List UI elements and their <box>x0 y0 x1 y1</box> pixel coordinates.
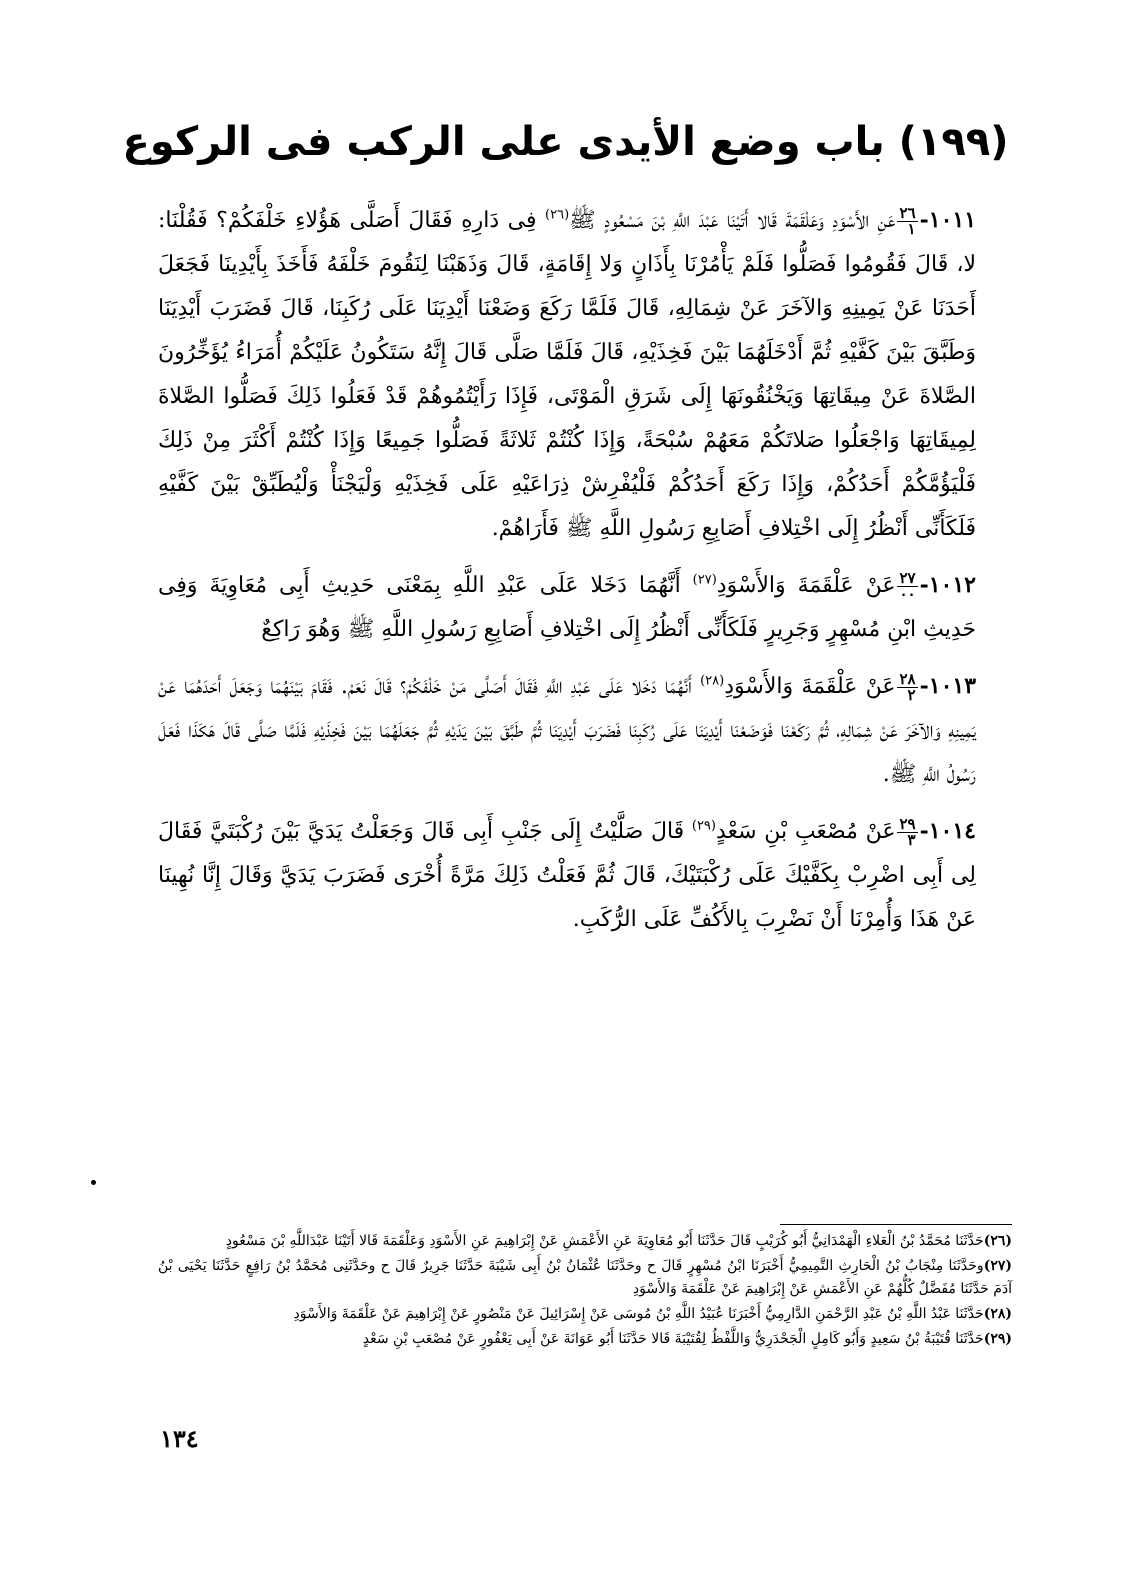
hadith-number: ١٠١٢- <box>919 572 976 598</box>
hadith-text-lead: عَنِ الأَسْوَدِ وَعَلْقَمَةَ قَالا أَتَيْنَا عَبْدَ اللَّهِ بْنَ مَسْعُودٍ ﷺ <box>569 208 896 233</box>
footnote-text: حَدَّثَنَا مُحَمَّدُ بْنُ الْعَلاءِ الْهَمْدَانِيُّ أَبُو كُرَيْبٍ قَالَ حَدَّثَنَا أَبُو مُعَاوِيَةَ عَنِ الأَعْمَشِ عَنْ إِبْرَاهِيمَ عَنِ الأَسْوَدِ وَعَلْقَمَةَ قَالا أَتَيْنَا عَبْدَاللَّهِ بْنَ مَسْعُودٍ <box>225 1233 984 1249</box>
footnote-text: وحَدَّثَنَا مِنْجَابُ بْنُ الْحَارِثِ التَّمِيمِيُّ أَخْبَرَنَا ابْنُ مُسْهِرٍ قَالَ ح وحَدَّثَنَا عُثْمَانُ بْنُ أَبِى شَيْبَةَ حَدَّثَنَا جَرِيرٌ قَالَ ح وحَدَّثَنِى مُحَمَّدُ بْنُ رَافِعٍ حَدَّثَنَا يَحْيَى بْنُ آدَمَ حَدَّثَنَا مُفَضَّلٌ كُلُّهُمْ عَنِ الأَعْمَشِ عَنْ إِبْرَاهِيمَ عَنْ عَلْقَمَةَ وَالأَسْوَدِ <box>158 1258 1012 1297</box>
hadith-text-lead: عَنْ مُصْعَبِ بْنِ سَعْدٍ <box>716 819 896 844</box>
hadith-1011 <box>158 198 976 551</box>
hadith-text-lead: عَنْ عَلْقَمَةَ وَالأَسْوَدِ <box>724 674 896 699</box>
hadith-fraction <box>897 568 917 603</box>
page-number: ١٣٤ <box>160 1424 199 1453</box>
hadith-fraction <box>897 669 917 704</box>
footnote-number: (٢٨) <box>983 1306 1012 1322</box>
footnote-28 <box>158 1303 1012 1326</box>
fraction-top: ٢٨ <box>899 669 916 688</box>
footnote-27 <box>158 1255 1012 1301</box>
footnote-text: حَدَّثَنَا قُتَيْبَةُ بْنُ سَعِيدٍ وَأَبُو كَامِلٍ الْجَحْدَرِيُّ وَاللَّفْظُ لِقُتَيْبَةَ قَالا حَدَّثَنَا أَبُو عَوَانَةَ عَنْ أَبِى يَعْفُورٍ عَنْ مُصْعَبِ بْنِ سَعْدٍ <box>362 1331 984 1347</box>
fraction-bottom: ٢ <box>907 685 916 704</box>
hadith-text: أَنَّهُمَا دَخَلا عَلَى عَبْدِ اللَّهِ بِمَعْنَى حَدِيثِ أَبِى مُعَاوِيَةَ وَفِى حَدِيثِ ابْنِ مُسْهِرٍ وَجَرِيرٍ فَلَكَأَنِّى أَنْظُرُ إِلَى اخْتِلافِ أَصَابِعِ رَسُولِ اللَّهِ ﷺ وَهُوَ رَاكِعٌ <box>158 573 976 642</box>
footnote-ref: (٢٩) <box>691 818 716 834</box>
hadith-1013 <box>158 664 976 797</box>
footnote-number: (٢٦) <box>983 1233 1012 1249</box>
hadith-1012 <box>158 563 976 652</box>
hadith-number: ١٠١١- <box>919 207 977 233</box>
chapter-title: (١٩٩) باب وضع الأيدى على الركب فى الركوع <box>122 119 1009 165</box>
hadith-text: قَالَ صَلَّيْتُ إِلَى جَنْبِ أَبِى قَالَ وَجَعَلْتُ يَدَيَّ بَيْنَ رُكْبَتَيَّ فَقَالَ لِى أَبِى اضْرِبْ بِكَفَّيْكَ عَلَى رُكْبَتَيْكَ، قَالَ ثُمَّ فَعَلْتُ ذَلِكَ مَرَّةً أُخْرَى فَضَرَبَ يَدَيَّ وَقَالَ إِنَّا نُهِينَا عَنْ هَذَا وَأُمِرْنَا أَنْ نَضْرِبَ بِالأَكُفِّ عَلَى الرُّكَبِ. <box>158 819 976 932</box>
hadith-text: فِى دَارِهِ فَقَالَ أَصَلَّى هَؤُلاءِ خَلْفَكُمْ؟ فَقُلْنَا: لا، قَالَ فَقُومُوا فَصَلُّوا فَلَمْ يَأْمُرْنَا بِأَذَانٍ وَلا إِقَامَةٍ، قَالَ وَذَهَبْنَا لِنَقُومَ خَلْفَهُ فَأَخَذَ بِأَيْدِينَا فَجَعَلَ أَحَدَنَا عَنْ يَمِينِهِ وَالآخَرَ عَنْ شِمَالِهِ، قَالَ فَلَمَّا رَكَعَ وَضَعْنَا أَيْدِيَنَا عَلَى رُكَبِنَا، قَالَ فَضَرَبَ أَيْدِيَنَا وَطَبَّقَ بَيْنَ كَفَّيْهِ ثُمَّ أَدْخَلَهُمَا بَيْنَ فَخِذَيْهِ، قَالَ فَلَمَّا صَلَّى قَالَ إِنَّهُ سَتَكُونُ عَلَيْكُمْ أُمَرَاءُ يُؤَخِّرُونَ الصَّلاةَ عَنْ مِيقَاتِهَا وَيَخْنُقُونَهَا إِلَى شَرَقِ الْمَوْتَى، فَإِذَا رَأَيْتُمُوهُمْ قَدْ فَعَلُوا ذَلِكَ فَصَلُّوا الصَّلاةَ لِمِيقَاتِهَا وَاجْعَلُوا صَلاتَكُمْ مَعَهُمْ سُبْحَةً، وَإِذَا كُنْتُمْ ثَلاثَةً فَصَلُّوا جَمِيعًا وَإِذَا كُنْتُمْ أَكْثَرَ مِنْ ذَلِكَ فَلْيَؤُمَّكُمْ أَحَدُكُمْ، وَإِذَا رَكَعَ أَحَدُكُمْ فَلْيُفْرِشْ ذِرَاعَيْهِ عَلَى فَخِذَيْهِ وَلْيَجْنَأْ وَلْيُطَبِّقْ بَيْنَ كَفَّيْهِ فَلَكَأَنِّى أَنْظُرُ إِلَى اخْتِلافِ أَصَابِعِ رَسُولِ اللَّهِ ﷺ فَأَرَاهُمْ. <box>158 208 976 541</box>
footnote-ref: (٢٧) <box>692 572 717 588</box>
footnote-divider <box>780 1224 1012 1225</box>
footnote-26 <box>158 1230 1012 1253</box>
hadith-text-lead: عَنْ عَلْقَمَةَ وَالأَسْوَدِ <box>716 573 896 598</box>
fraction-top: ٢٩ <box>899 814 916 833</box>
hadith-number: ١٠١٣- <box>919 673 977 699</box>
footnote-ref: (٢٨) <box>700 673 725 689</box>
fraction-top: ٢٧ <box>899 568 916 587</box>
fraction-bottom: ٣ <box>907 830 916 849</box>
stray-dot <box>91 1180 96 1185</box>
hadith-fraction <box>897 814 917 849</box>
footnote-ref: (٢٦) <box>545 207 570 223</box>
footnote-text: حَدَّثَنَا عَبْدُ اللَّهِ بْنُ عَبْدِ الرَّحْمَنِ الدَّارِمِيُّ أَخْبَرَنَا عُبَيْدُ اللَّهِ بْنُ مُوسَى عَنْ إِسْرَائِيلَ عَنْ مَنْصُورٍ عَنْ إِبْرَاهِيمَ عَنْ عَلْقَمَةَ وَالأَسْوَدِ <box>293 1306 984 1322</box>
footnote-29 <box>158 1328 1012 1351</box>
hadith-number: ١٠١٤- <box>919 818 976 844</box>
fraction-top: ٢٦ <box>899 203 916 222</box>
hadith-list <box>158 198 976 954</box>
fraction-bottom: ٠٠ <box>899 584 916 603</box>
footnotes <box>158 1230 1012 1353</box>
hadith-1014 <box>158 809 976 942</box>
hadith-fraction <box>897 203 917 238</box>
hadith-text: أَنَّهُمَا دَخَلا عَلَى عَبْدِ اللَّهِ فَقَالَ أَصَلَّى مَنْ خَلْفَكُمْ؟ قَالَ نَعَمْ. فَقَامَ بَيْنَهُمَا وَجَعَلَ أَحَدَهُمَا عَنْ يَمِينِهِ وَالآخَرَ عَنْ شِمَالِهِ، ثُمَّ رَكَعْنَا فَوَضَعْنَا أَيْدِيَنَا عَلَى رُكَبِنَا فَضَرَبَ أَيْدِيَنَا ثُمَّ طَبَّقَ بَيْنَ يَدَيْهِ ثُمَّ جَعَلَهُمَا بَيْنَ فَخِذَيْهِ فَلَمَّا صَلَّى قَالَ هَكَذَا فَعَلَ رَسُولُ اللَّهِ ﷺ. <box>158 674 976 787</box>
fraction-bottom: ١ <box>907 219 916 238</box>
footnote-number: (٢٧) <box>983 1258 1012 1274</box>
footnote-number: (٢٩) <box>983 1331 1012 1347</box>
